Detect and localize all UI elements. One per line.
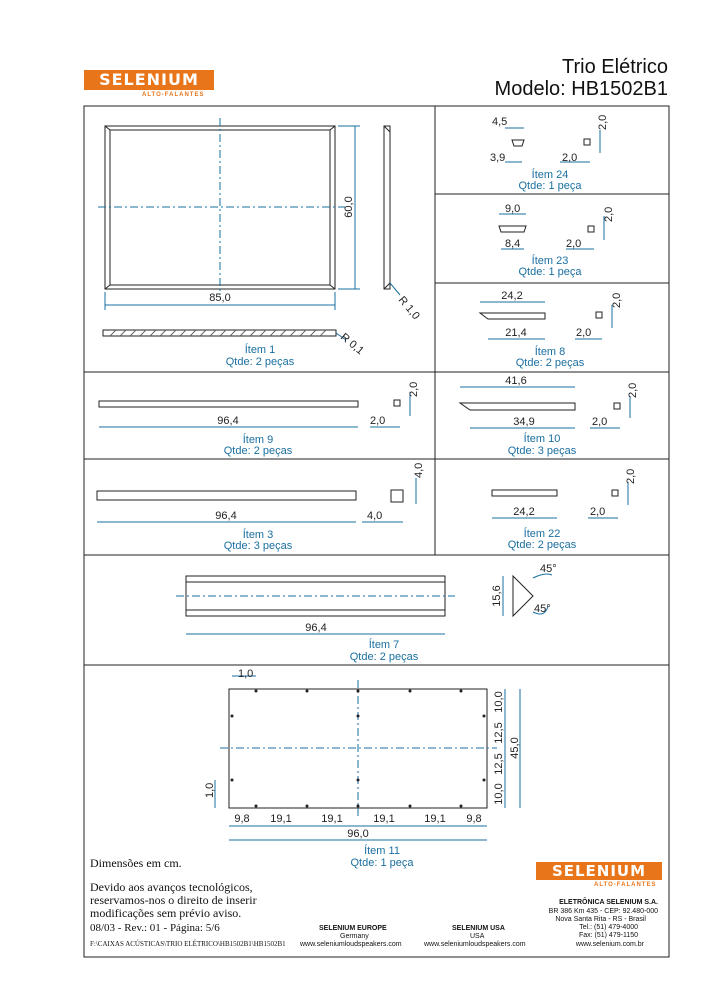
usa-country: USA [470,933,485,940]
item22-dim-side: 2,0 [590,506,606,518]
item23-label: Ítem 23 [531,255,569,267]
notice-line3: modificações sem prévio aviso. [90,906,242,920]
item24-dim-b: 3,9 [490,152,506,164]
selenium-logo-bottom: SELENIUM [536,862,662,880]
item23-dim-c: 2,0 [603,206,615,222]
item11-bottom-dim-6: 9,8 [466,813,482,825]
item23-dim-b: 8,4 [505,238,521,250]
units-note: Dimensões em cm. [90,856,182,870]
item11-bottom-dim-2: 19,1 [270,813,292,825]
item1-qty: Qtde: 2 peças [225,356,295,368]
europe-url: www.seleniumloudspeakers.com [300,941,402,948]
item8-dim-b: 21,4 [505,327,527,339]
usa-title: SELENIUM USA [452,925,505,932]
address-line2: Nova Santa Rita - RS - Brasil [555,916,646,923]
item11-dim-top-offset: 1,0 [238,668,254,680]
item24-qty: Qtde: 1 peça [518,180,582,192]
item1-dim-width: 85,0 [209,292,231,304]
item9-qty: Qtde: 2 peças [223,445,293,457]
item1-drawing [98,118,400,340]
item22-label: Ítem 22 [523,528,561,540]
item11-bottom-dim-5: 19,1 [424,813,446,825]
usa-url: www.seleniumloudspeakers.com [424,941,526,948]
item23-qty: Qtde: 1 peça [518,266,582,278]
item11-dim-height: 45,0 [509,737,521,759]
item24-dim-c: 2,0 [597,114,609,130]
notice-line1: Devido aos avanços tecnológicos, [90,880,253,894]
item8-dim-d: 2,0 [576,327,592,339]
item1-label: Ítem 1 [244,344,276,356]
item3-qty: Qtde: 3 peças [223,540,293,552]
item11-bottom-dim-3: 19,1 [321,813,343,825]
notice-line2: reservamos-nos o direito de inserir [90,893,257,907]
item9-dim-height: 2,0 [408,381,420,397]
item23-dim-a: 9,0 [505,203,521,215]
logo-subtext-bottom: ALTO-FALANTES [594,882,657,888]
item22-qty: Qtde: 2 peças [507,539,577,551]
fax: Fax: (51) 479-1150 [578,932,638,939]
item10-dim-c: 2,0 [627,382,639,398]
item24-label: Ítem 24 [531,169,569,181]
item9-dim-side: 2,0 [370,415,386,427]
item11-dim-v3: 12,5 [493,753,505,775]
item8-qty: Qtde: 2 peças [515,357,585,369]
address-line1: BR 386 Km 435 - CEP: 92.480-000 [548,908,658,915]
item9-dim-length: 96,4 [217,415,239,427]
item9-label: Ítem 9 [242,434,274,446]
item10-dim-a: 41,6 [505,375,527,387]
item23-dim-d: 2,0 [566,238,582,250]
item11-dim-v4: 10,0 [493,783,505,805]
page-title: Trio Elétrico [562,56,668,78]
item3-dim-height: 4,0 [413,462,425,478]
item11-dim-v2: 12,5 [493,722,505,744]
europe-country: Germany [340,933,369,940]
item11-dim-v1: 10,0 [493,691,505,713]
item11-bottom-dim-4: 19,1 [373,813,395,825]
phone: Tel.: (51) 479-4000 [579,924,638,931]
item1-dim-r1: R 1,0 [395,294,422,323]
item8-dim-a: 24,2 [501,290,523,302]
model-title: Modelo: HB1502B1 [494,78,668,100]
item3-dim-length: 96,4 [215,510,237,522]
item7-dim-height: 15,6 [491,585,503,607]
item3-dim-side: 4,0 [367,510,383,522]
item10-dim-b: 34,9 [513,416,535,428]
item11-dim-width: 96,0 [347,828,369,840]
item1-dim-height: 60,0 [343,196,355,218]
website: www.selenium.com.br [575,941,644,948]
item7-label: Ítem 7 [368,639,400,651]
item7-qty: Qtde: 2 peças [349,651,419,663]
item24-dim-a: 4,5 [492,116,508,128]
item10-qty: Qtde: 3 peças [507,445,577,457]
company-name: ELETRÔNICA SELENIUM S.A. [559,899,658,906]
item3-label: Ítem 3 [242,529,274,541]
europe-title: SELENIUM EUROPE [319,925,387,932]
item7-dim-length: 96,4 [305,622,327,634]
item11-label: Ítem 11 [364,845,400,857]
item10-label: Ítem 10 [523,433,561,445]
selenium-logo-top: SELENIUM [84,70,214,90]
item24-dim-d: 2,0 [562,152,578,164]
item10-dim-d: 2,0 [592,416,608,428]
item11-bottom-dim-1: 9,8 [234,813,250,825]
item7-dim-angle-bottom: 45° [534,603,551,615]
logo-subtext-top: ALTO-FALANTES [142,92,205,98]
revision-info: 08/03 - Rev.: 01 - Página: 5/6 [90,922,220,934]
file-path: F:\CAIXAS ACÚSTICAS\TRIO ELÉTRICO\HB1502B1\HB1502B1 [90,940,286,948]
item11-qty: Qtde: 1 peça [350,857,414,869]
item8-label: Ítem 8 [534,346,566,358]
item22-dim-height: 2,0 [625,468,637,484]
item1-dim-r01: R 0,1 [338,331,366,358]
item11-dim-left-offset: 1,0 [204,782,216,798]
item8-dim-c: 2,0 [611,292,623,308]
item22-dim-length: 24,2 [513,506,535,518]
item7-dim-angle-top: 45° [540,563,557,575]
